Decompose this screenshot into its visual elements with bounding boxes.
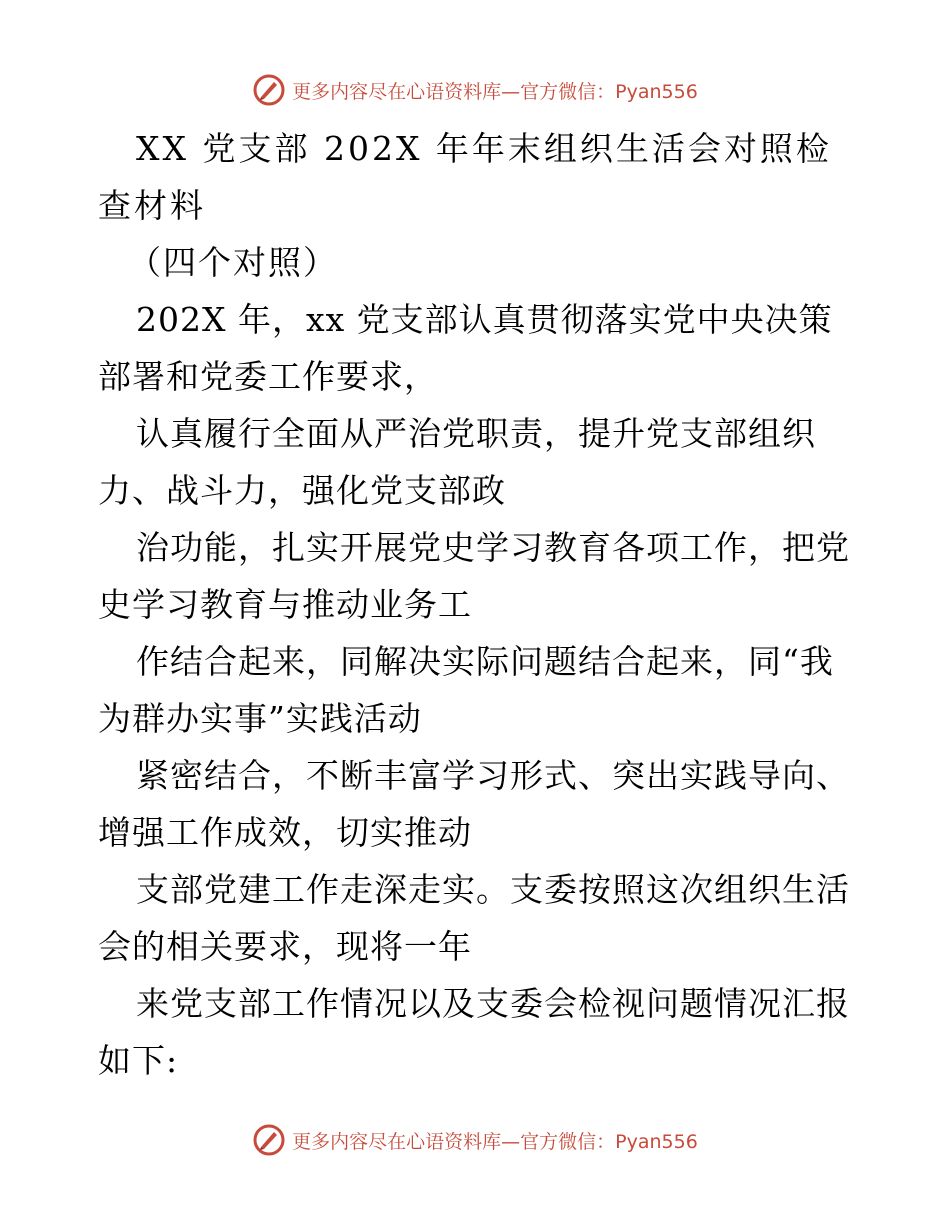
paragraph: 202X 年，xx 党支部认真贯彻落实党中央决策部署和党委工作要求， (98, 300, 833, 396)
banner-text (292, 77, 698, 104)
paragraph: 认真履行全面从严治党职责，提升党支部组织力、战斗力，强化党支部政 (98, 414, 816, 510)
banner-text-tail: —官方微信：Pyan556 (501, 1130, 698, 1153)
banner-text-main: 更多内容尽在心语资料库 (292, 80, 502, 103)
banner-text-tail: —官方微信：Pyan556 (501, 80, 698, 103)
document-body (98, 120, 858, 1089)
paragraph: 支部党建工作走深走实。支委按照这次组织生活会的相关要求，现将一年 (98, 870, 850, 966)
quill-circle-icon (252, 1123, 286, 1157)
paragraph: 作结合起来，同解决实际问题结合起来，同“我为群办实事”实践活动 (98, 642, 834, 738)
banner-text-main: 更多内容尽在心语资料库 (292, 1130, 502, 1153)
quill-circle-icon (252, 73, 286, 107)
footer-banner (0, 1120, 950, 1160)
document-subtitle: （四个对照） (128, 243, 338, 282)
paragraph: 治功能，扎实开展党史学习教育各项工作，把党史学习教育与推动业务工 (98, 528, 850, 624)
document-title: XX 党支部 202X 年年末组织生活会对照检查材料 (98, 129, 832, 225)
paragraph: 紧密结合，不断丰富学习形式、突出实践导向、增强工作成效，切实推动 (98, 756, 850, 852)
paragraph: 来党支部工作情况以及支委会检视问题情况汇报如下: (98, 984, 850, 1080)
banner-text (292, 1127, 698, 1154)
header-banner (0, 70, 950, 110)
